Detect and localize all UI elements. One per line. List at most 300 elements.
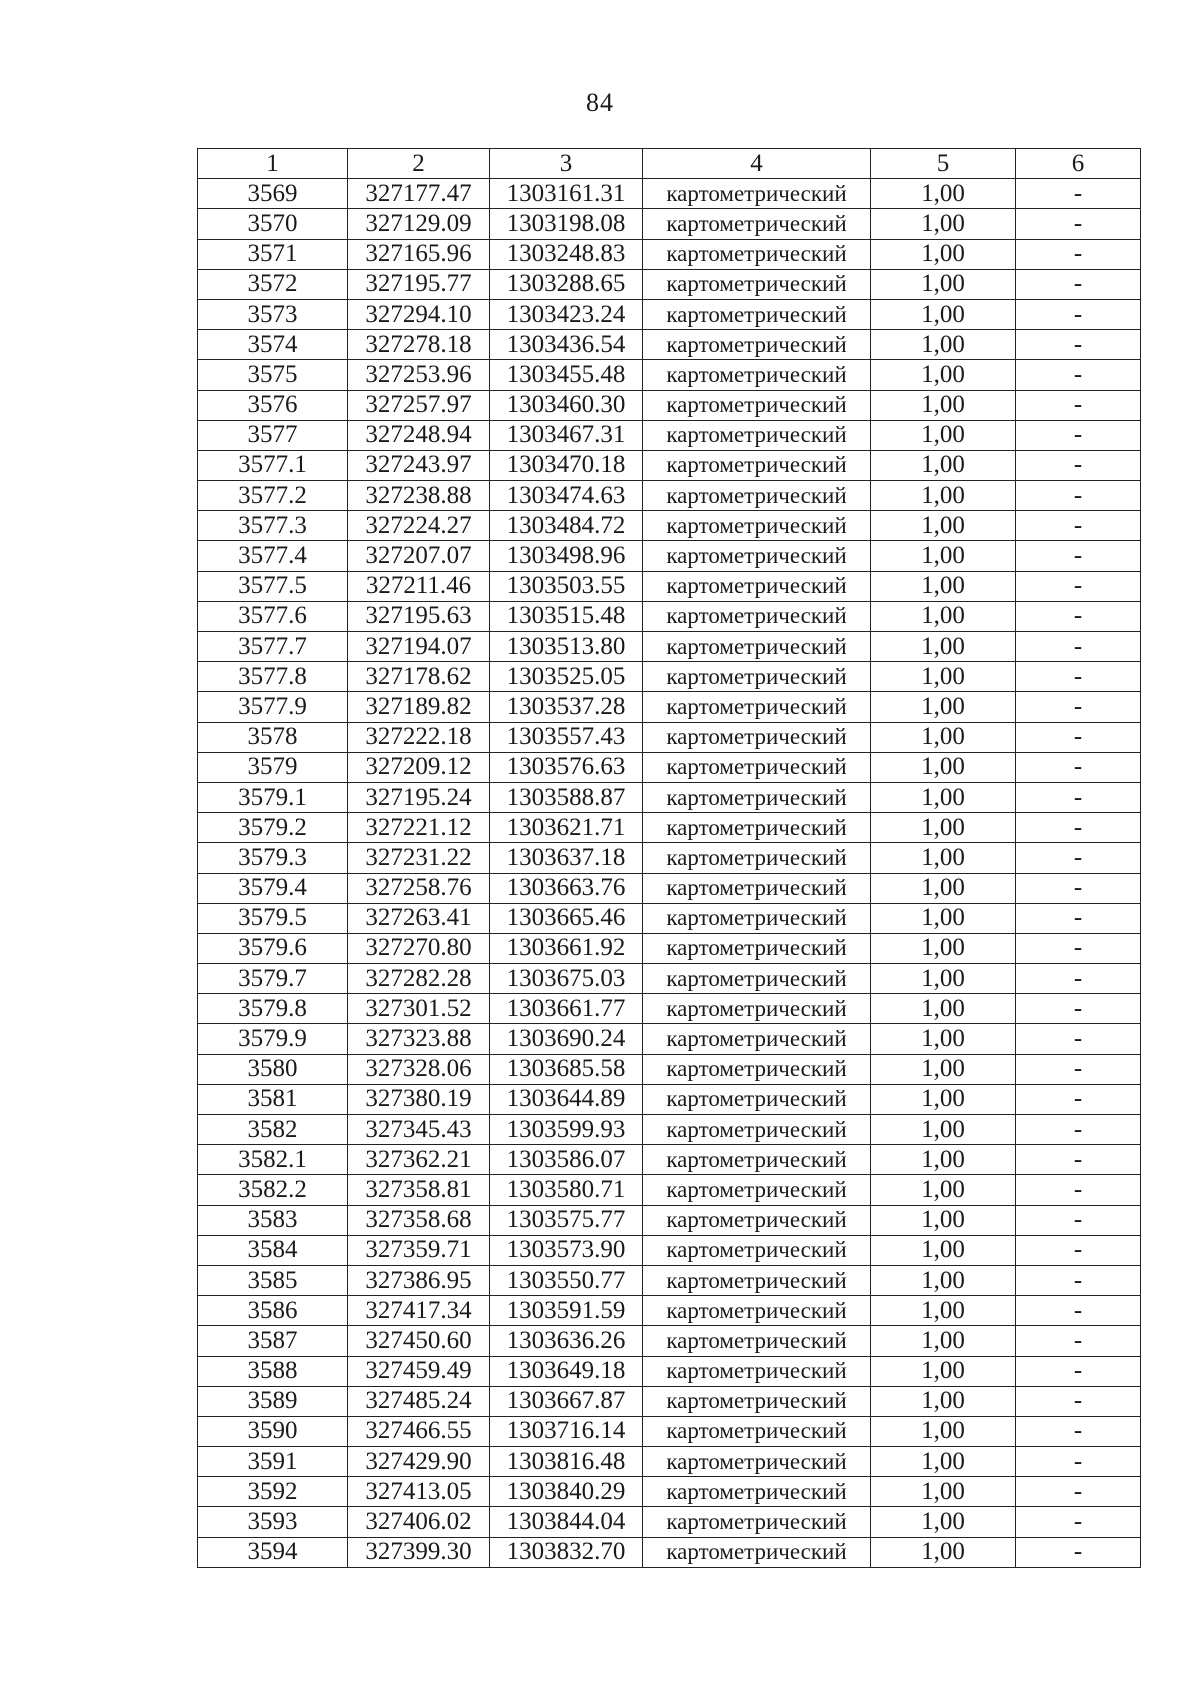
accuracy-cell: 1,00: [871, 179, 1016, 209]
method-cell: картометрический: [643, 1175, 871, 1205]
accuracy-cell: 1,00: [871, 1175, 1016, 1205]
x-coordinate-cell: 327399.30: [348, 1537, 490, 1567]
table-row: [198, 269, 1141, 299]
point-number-cell: 3579.9: [198, 1024, 348, 1054]
x-coordinate-cell: 327485.24: [348, 1386, 490, 1416]
point-number-cell: 3590: [198, 1416, 348, 1446]
x-coordinate-cell: 327129.09: [348, 209, 490, 239]
accuracy-cell: 1,00: [871, 1205, 1016, 1235]
description-cell: -: [1016, 1265, 1141, 1295]
accuracy-cell: 1,00: [871, 1386, 1016, 1416]
accuracy-cell: 1,00: [871, 782, 1016, 812]
y-coordinate-cell: 1303665.46: [490, 903, 643, 933]
y-coordinate-cell: 1303580.71: [490, 1175, 643, 1205]
table-row: [198, 1024, 1141, 1054]
table-row: [198, 1205, 1141, 1235]
table-header-row: [198, 149, 1141, 179]
table-row: [198, 1447, 1141, 1477]
table-row: [198, 1145, 1141, 1175]
y-coordinate-cell: 1303661.92: [490, 933, 643, 963]
method-cell: картометрический: [643, 1205, 871, 1235]
accuracy-cell: 1,00: [871, 390, 1016, 420]
method-cell: картометрический: [643, 1265, 871, 1295]
table-row: [198, 873, 1141, 903]
method-cell: картометрический: [643, 1447, 871, 1477]
x-coordinate-cell: 327221.12: [348, 813, 490, 843]
point-number-cell: 3577.4: [198, 541, 348, 571]
method-cell: картометрический: [643, 1326, 871, 1356]
method-cell: картометрический: [643, 1477, 871, 1507]
y-coordinate-cell: 1303557.43: [490, 722, 643, 752]
table-row: [198, 1235, 1141, 1265]
x-coordinate-cell: 327195.24: [348, 782, 490, 812]
table-row: [198, 1175, 1141, 1205]
description-cell: -: [1016, 360, 1141, 390]
method-cell: картометрический: [643, 752, 871, 782]
description-cell: -: [1016, 903, 1141, 933]
description-cell: -: [1016, 1115, 1141, 1145]
method-cell: картометрический: [643, 662, 871, 692]
table-row: [198, 209, 1141, 239]
point-number-cell: 3579.3: [198, 843, 348, 873]
accuracy-cell: 1,00: [871, 299, 1016, 329]
description-cell: -: [1016, 873, 1141, 903]
point-number-cell: 3574: [198, 330, 348, 360]
y-coordinate-cell: 1303685.58: [490, 1054, 643, 1084]
table-row: [198, 1326, 1141, 1356]
method-cell: картометрический: [643, 179, 871, 209]
point-number-cell: 3582: [198, 1115, 348, 1145]
point-number-cell: 3579.2: [198, 813, 348, 843]
y-coordinate-cell: 1303474.63: [490, 481, 643, 511]
point-number-cell: 3580: [198, 1054, 348, 1084]
table-row: [198, 662, 1141, 692]
point-number-cell: 3579: [198, 752, 348, 782]
x-coordinate-cell: 327257.97: [348, 390, 490, 420]
table-row: [198, 1537, 1141, 1567]
x-coordinate-cell: 327386.95: [348, 1265, 490, 1295]
y-coordinate-cell: 1303621.71: [490, 813, 643, 843]
point-number-cell: 3586: [198, 1296, 348, 1326]
point-number-cell: 3577.1: [198, 450, 348, 480]
x-coordinate-cell: 327253.96: [348, 360, 490, 390]
description-cell: -: [1016, 601, 1141, 631]
y-coordinate-cell: 1303832.70: [490, 1537, 643, 1567]
table-row: [198, 239, 1141, 269]
point-number-cell: 3587: [198, 1326, 348, 1356]
description-cell: -: [1016, 964, 1141, 994]
description-cell: -: [1016, 179, 1141, 209]
accuracy-cell: 1,00: [871, 752, 1016, 782]
accuracy-cell: 1,00: [871, 481, 1016, 511]
x-coordinate-cell: 327243.97: [348, 450, 490, 480]
y-coordinate-cell: 1303515.48: [490, 601, 643, 631]
x-coordinate-cell: 327248.94: [348, 420, 490, 450]
description-cell: -: [1016, 813, 1141, 843]
point-number-cell: 3589: [198, 1386, 348, 1416]
accuracy-cell: 1,00: [871, 601, 1016, 631]
y-coordinate-cell: 1303576.63: [490, 752, 643, 782]
x-coordinate-cell: 327301.52: [348, 994, 490, 1024]
table-row: [198, 1356, 1141, 1386]
description-cell: -: [1016, 632, 1141, 662]
description-cell: -: [1016, 1205, 1141, 1235]
x-coordinate-cell: 327417.34: [348, 1296, 490, 1326]
method-cell: картометрический: [643, 1416, 871, 1446]
x-coordinate-cell: 327189.82: [348, 692, 490, 722]
accuracy-cell: 1,00: [871, 632, 1016, 662]
point-number-cell: 3577.5: [198, 571, 348, 601]
method-cell: картометрический: [643, 390, 871, 420]
method-cell: картометрический: [643, 511, 871, 541]
point-number-cell: 3594: [198, 1537, 348, 1567]
accuracy-cell: 1,00: [871, 1416, 1016, 1446]
table-body: [198, 179, 1141, 1568]
method-cell: картометрический: [643, 269, 871, 299]
table-row: [198, 330, 1141, 360]
method-cell: картометрический: [643, 571, 871, 601]
point-number-cell: 3588: [198, 1356, 348, 1386]
point-number-cell: 3577.3: [198, 511, 348, 541]
method-cell: картометрический: [643, 1507, 871, 1537]
accuracy-cell: 1,00: [871, 1084, 1016, 1114]
point-number-cell: 3593: [198, 1507, 348, 1537]
description-cell: -: [1016, 330, 1141, 360]
x-coordinate-cell: 327406.02: [348, 1507, 490, 1537]
point-number-cell: 3579.7: [198, 964, 348, 994]
point-number-cell: 3592: [198, 1477, 348, 1507]
x-coordinate-cell: 327238.88: [348, 481, 490, 511]
description-cell: -: [1016, 933, 1141, 963]
accuracy-cell: 1,00: [871, 843, 1016, 873]
method-cell: картометрический: [643, 360, 871, 390]
y-coordinate-cell: 1303637.18: [490, 843, 643, 873]
description-cell: -: [1016, 269, 1141, 299]
description-cell: -: [1016, 1537, 1141, 1567]
table-row: [198, 1265, 1141, 1295]
point-number-cell: 3579.1: [198, 782, 348, 812]
x-coordinate-cell: 327231.22: [348, 843, 490, 873]
description-cell: -: [1016, 662, 1141, 692]
accuracy-cell: 1,00: [871, 1296, 1016, 1326]
y-coordinate-cell: 1303716.14: [490, 1416, 643, 1446]
method-cell: картометрический: [643, 1145, 871, 1175]
description-cell: -: [1016, 1054, 1141, 1084]
point-number-cell: 3577.7: [198, 632, 348, 662]
accuracy-cell: 1,00: [871, 1145, 1016, 1175]
table-row: [198, 450, 1141, 480]
y-coordinate-cell: 1303636.26: [490, 1326, 643, 1356]
y-coordinate-cell: 1303599.93: [490, 1115, 643, 1145]
point-number-cell: 3591: [198, 1447, 348, 1477]
x-coordinate-cell: 327294.10: [348, 299, 490, 329]
description-cell: -: [1016, 994, 1141, 1024]
y-coordinate-cell: 1303575.77: [490, 1205, 643, 1235]
method-cell: картометрический: [643, 1235, 871, 1265]
y-coordinate-cell: 1303498.96: [490, 541, 643, 571]
point-number-cell: 3577: [198, 420, 348, 450]
description-cell: -: [1016, 1356, 1141, 1386]
accuracy-cell: 1,00: [871, 1024, 1016, 1054]
point-number-cell: 3572: [198, 269, 348, 299]
y-coordinate-cell: 1303513.80: [490, 632, 643, 662]
description-cell: -: [1016, 1326, 1141, 1356]
x-coordinate-cell: 327263.41: [348, 903, 490, 933]
description-cell: -: [1016, 450, 1141, 480]
accuracy-cell: 1,00: [871, 571, 1016, 601]
table-row: [198, 390, 1141, 420]
point-number-cell: 3577.2: [198, 481, 348, 511]
x-coordinate-cell: 327209.12: [348, 752, 490, 782]
description-cell: -: [1016, 481, 1141, 511]
accuracy-cell: 1,00: [871, 1265, 1016, 1295]
description-cell: -: [1016, 541, 1141, 571]
x-coordinate-cell: 327195.63: [348, 601, 490, 631]
description-cell: -: [1016, 420, 1141, 450]
accuracy-cell: 1,00: [871, 541, 1016, 571]
method-cell: картометрический: [643, 722, 871, 752]
table-row: [198, 1115, 1141, 1145]
column-header: 5: [871, 149, 1016, 179]
table-row: [198, 1084, 1141, 1114]
description-cell: -: [1016, 722, 1141, 752]
x-coordinate-cell: 327362.21: [348, 1145, 490, 1175]
page-number: 84: [586, 88, 614, 117]
x-coordinate-cell: 327211.46: [348, 571, 490, 601]
table-row: [198, 601, 1141, 631]
accuracy-cell: 1,00: [871, 964, 1016, 994]
y-coordinate-cell: 1303816.48: [490, 1447, 643, 1477]
description-cell: -: [1016, 843, 1141, 873]
y-coordinate-cell: 1303503.55: [490, 571, 643, 601]
method-cell: картометрический: [643, 1537, 871, 1567]
method-cell: картометрический: [643, 601, 871, 631]
method-cell: картометрический: [643, 1024, 871, 1054]
point-number-cell: 3573: [198, 299, 348, 329]
method-cell: картометрический: [643, 782, 871, 812]
method-cell: картометрический: [643, 209, 871, 239]
y-coordinate-cell: 1303455.48: [490, 360, 643, 390]
table-row: [198, 843, 1141, 873]
y-coordinate-cell: 1303690.24: [490, 1024, 643, 1054]
x-coordinate-cell: 327358.81: [348, 1175, 490, 1205]
point-number-cell: 3582.1: [198, 1145, 348, 1175]
y-coordinate-cell: 1303248.83: [490, 239, 643, 269]
x-coordinate-cell: 327282.28: [348, 964, 490, 994]
description-cell: -: [1016, 1507, 1141, 1537]
accuracy-cell: 1,00: [871, 1507, 1016, 1537]
accuracy-cell: 1,00: [871, 239, 1016, 269]
table-row: [198, 1296, 1141, 1326]
accuracy-cell: 1,00: [871, 209, 1016, 239]
description-cell: -: [1016, 1447, 1141, 1477]
table-row: [198, 1054, 1141, 1084]
description-cell: -: [1016, 209, 1141, 239]
accuracy-cell: 1,00: [871, 420, 1016, 450]
table-row: [198, 1416, 1141, 1446]
accuracy-cell: 1,00: [871, 873, 1016, 903]
table-row: [198, 299, 1141, 329]
y-coordinate-cell: 1303675.03: [490, 964, 643, 994]
column-header: 1: [198, 149, 348, 179]
x-coordinate-cell: 327195.77: [348, 269, 490, 299]
x-coordinate-cell: 327323.88: [348, 1024, 490, 1054]
description-cell: -: [1016, 1235, 1141, 1265]
method-cell: картометрический: [643, 994, 871, 1024]
table-row: [198, 752, 1141, 782]
method-cell: картометрический: [643, 903, 871, 933]
table-row: [198, 903, 1141, 933]
table-row: [198, 722, 1141, 752]
point-number-cell: 3569: [198, 179, 348, 209]
description-cell: -: [1016, 511, 1141, 541]
x-coordinate-cell: 327359.71: [348, 1235, 490, 1265]
x-coordinate-cell: 327258.76: [348, 873, 490, 903]
column-header: 4: [643, 149, 871, 179]
description-cell: -: [1016, 1386, 1141, 1416]
table-row: [198, 420, 1141, 450]
method-cell: картометрический: [643, 1386, 871, 1416]
method-cell: картометрический: [643, 420, 871, 450]
table-row: [198, 813, 1141, 843]
y-coordinate-cell: 1303288.65: [490, 269, 643, 299]
table-row: [198, 1386, 1141, 1416]
y-coordinate-cell: 1303484.72: [490, 511, 643, 541]
description-cell: -: [1016, 1416, 1141, 1446]
description-cell: -: [1016, 692, 1141, 722]
description-cell: -: [1016, 752, 1141, 782]
method-cell: картометрический: [643, 239, 871, 269]
method-cell: картометрический: [643, 299, 871, 329]
y-coordinate-cell: 1303550.77: [490, 1265, 643, 1295]
table-row: [198, 511, 1141, 541]
accuracy-cell: 1,00: [871, 994, 1016, 1024]
point-number-cell: 3582.2: [198, 1175, 348, 1205]
accuracy-cell: 1,00: [871, 1537, 1016, 1567]
y-coordinate-cell: 1303525.05: [490, 662, 643, 692]
description-cell: -: [1016, 782, 1141, 812]
method-cell: картометрический: [643, 1084, 871, 1114]
accuracy-cell: 1,00: [871, 1356, 1016, 1386]
coordinates-table: [197, 148, 1141, 1568]
y-coordinate-cell: 1303644.89: [490, 1084, 643, 1114]
y-coordinate-cell: 1303198.08: [490, 209, 643, 239]
accuracy-cell: 1,00: [871, 330, 1016, 360]
y-coordinate-cell: 1303844.04: [490, 1507, 643, 1537]
point-number-cell: 3575: [198, 360, 348, 390]
method-cell: картометрический: [643, 1115, 871, 1145]
description-cell: -: [1016, 390, 1141, 420]
table-row: [198, 571, 1141, 601]
x-coordinate-cell: 327450.60: [348, 1326, 490, 1356]
description-cell: -: [1016, 299, 1141, 329]
method-cell: картометрический: [643, 450, 871, 480]
x-coordinate-cell: 327345.43: [348, 1115, 490, 1145]
table-row: [198, 360, 1141, 390]
y-coordinate-cell: 1303667.87: [490, 1386, 643, 1416]
accuracy-cell: 1,00: [871, 933, 1016, 963]
method-cell: картометрический: [643, 1296, 871, 1326]
accuracy-cell: 1,00: [871, 1115, 1016, 1145]
description-cell: -: [1016, 1024, 1141, 1054]
point-number-cell: 3579.4: [198, 873, 348, 903]
point-number-cell: 3577.8: [198, 662, 348, 692]
x-coordinate-cell: 327459.49: [348, 1356, 490, 1386]
column-header: 6: [1016, 149, 1141, 179]
table-row: [198, 632, 1141, 662]
y-coordinate-cell: 1303537.28: [490, 692, 643, 722]
table-row: [198, 179, 1141, 209]
method-cell: картометрический: [643, 843, 871, 873]
table-row: [198, 1477, 1141, 1507]
x-coordinate-cell: 327177.47: [348, 179, 490, 209]
table-row: [198, 933, 1141, 963]
y-coordinate-cell: 1303436.54: [490, 330, 643, 360]
point-number-cell: 3584: [198, 1235, 348, 1265]
point-number-cell: 3579.5: [198, 903, 348, 933]
method-cell: картометрический: [643, 1356, 871, 1386]
point-number-cell: 3585: [198, 1265, 348, 1295]
accuracy-cell: 1,00: [871, 1447, 1016, 1477]
description-cell: -: [1016, 239, 1141, 269]
method-cell: картометрический: [643, 330, 871, 360]
x-coordinate-cell: 327380.19: [348, 1084, 490, 1114]
point-number-cell: 3579.8: [198, 994, 348, 1024]
point-number-cell: 3578: [198, 722, 348, 752]
x-coordinate-cell: 327224.27: [348, 511, 490, 541]
description-cell: -: [1016, 1477, 1141, 1507]
table-row: [198, 1507, 1141, 1537]
table-row: [198, 994, 1141, 1024]
method-cell: картометрический: [643, 1054, 871, 1084]
description-cell: -: [1016, 1175, 1141, 1205]
accuracy-cell: 1,00: [871, 813, 1016, 843]
table-row: [198, 481, 1141, 511]
x-coordinate-cell: 327165.96: [348, 239, 490, 269]
x-coordinate-cell: 327222.18: [348, 722, 490, 752]
point-number-cell: 3576: [198, 390, 348, 420]
y-coordinate-cell: 1303588.87: [490, 782, 643, 812]
method-cell: картометрический: [643, 813, 871, 843]
accuracy-cell: 1,00: [871, 722, 1016, 752]
x-coordinate-cell: 327278.18: [348, 330, 490, 360]
y-coordinate-cell: 1303586.07: [490, 1145, 643, 1175]
table-row: [198, 782, 1141, 812]
description-cell: -: [1016, 1084, 1141, 1114]
accuracy-cell: 1,00: [871, 269, 1016, 299]
table-row: [198, 541, 1141, 571]
table-row: [198, 964, 1141, 994]
y-coordinate-cell: 1303840.29: [490, 1477, 643, 1507]
accuracy-cell: 1,00: [871, 903, 1016, 933]
y-coordinate-cell: 1303423.24: [490, 299, 643, 329]
description-cell: -: [1016, 1145, 1141, 1175]
point-number-cell: 3570: [198, 209, 348, 239]
y-coordinate-cell: 1303661.77: [490, 994, 643, 1024]
method-cell: картометрический: [643, 481, 871, 511]
y-coordinate-cell: 1303467.31: [490, 420, 643, 450]
point-number-cell: 3579.6: [198, 933, 348, 963]
x-coordinate-cell: 327429.90: [348, 1447, 490, 1477]
accuracy-cell: 1,00: [871, 1477, 1016, 1507]
x-coordinate-cell: 327328.06: [348, 1054, 490, 1084]
point-number-cell: 3581: [198, 1084, 348, 1114]
x-coordinate-cell: 327178.62: [348, 662, 490, 692]
accuracy-cell: 1,00: [871, 450, 1016, 480]
method-cell: картометрический: [643, 541, 871, 571]
accuracy-cell: 1,00: [871, 360, 1016, 390]
description-cell: -: [1016, 571, 1141, 601]
